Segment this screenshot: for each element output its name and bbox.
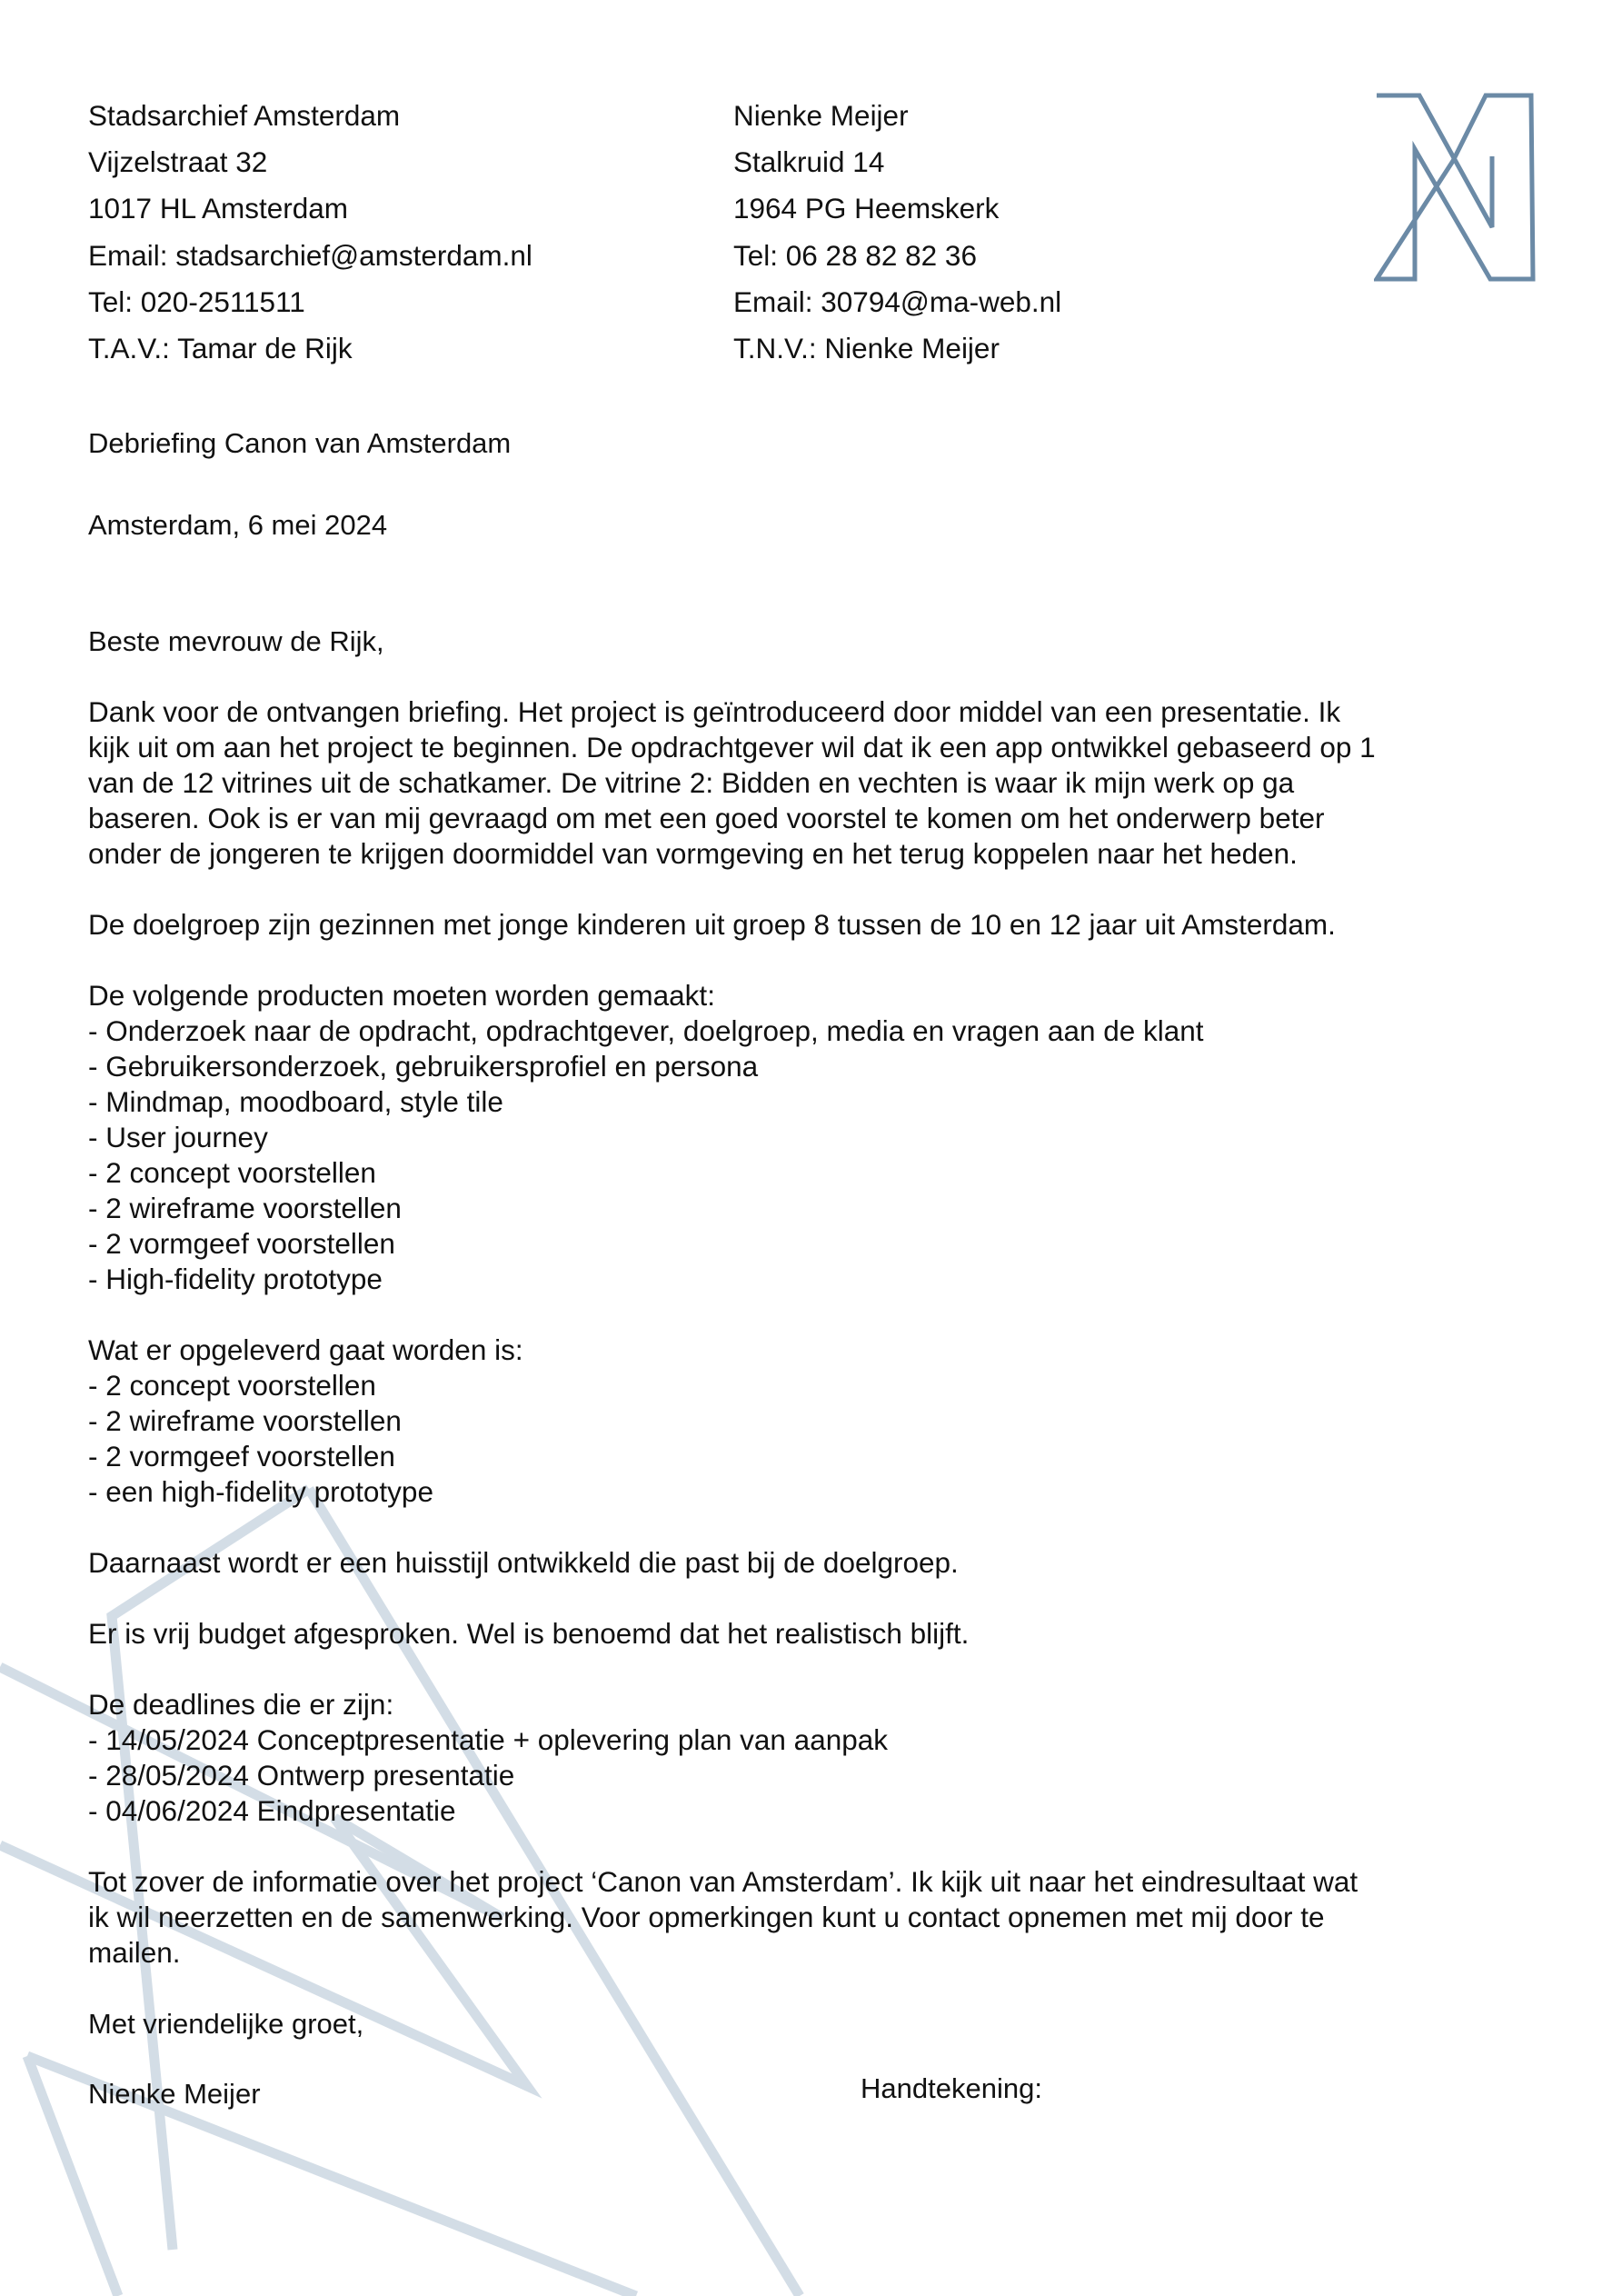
list-item: - 2 wireframe voorstellen	[88, 1192, 402, 1224]
list-item: - 2 wireframe voorstellen	[88, 1404, 402, 1437]
sender-phone: Tel: 020-2511511	[88, 285, 305, 318]
list-item: - 2 concept voorstellen	[88, 1156, 376, 1189]
paragraph-line: van de 12 vitrines uit de schatkamer. De vitrine 2: Bidden en vechten is waar ik mijn werk op ga	[88, 766, 1295, 799]
recipient-phone: Tel: 06 28 82 82 36	[733, 238, 977, 272]
list-item: - High-fidelity prototype	[88, 1263, 383, 1295]
paragraph-line: Dank voor de ontvangen briefing. Het project is geïntroduceerd door middel van een presentatie. Ik	[88, 695, 1341, 728]
intro-paragraph	[88, 694, 1542, 872]
list-item: - 2 vormgeef voorstellen	[88, 1227, 395, 1260]
paragraph-line: onder de jongeren te krijgen doormiddel van vormgeving en het terug koppelen naar het heden.	[88, 837, 1298, 870]
list-item: - 04/06/2024 Eindpresentatie	[88, 1794, 456, 1827]
recipient-on-behalf-of: T.N.V.: Nienke Meijer	[733, 332, 1000, 365]
paragraph-line: mailen.	[88, 1936, 181, 1969]
sender-postal-city: 1017 HL Amsterdam	[88, 192, 348, 225]
products-heading: De volgende producten moeten worden gemaakt:	[88, 979, 715, 1012]
deliverables-heading: Wat er opgeleverd gaat worden is:	[88, 1333, 523, 1366]
signer-name: Nienke Meijer	[88, 2078, 261, 2110]
deliverables-section	[88, 1333, 1542, 1510]
list-item: - Mindmap, moodboard, style tile	[88, 1085, 503, 1118]
list-item: - 28/05/2024 Ontwerp presentatie	[88, 1759, 515, 1792]
house-style-paragraph: Daarnaast wordt er een huisstijl ontwikkeld die past bij de doelgroep.	[88, 1546, 959, 1579]
list-item: - 2 concept voorstellen	[88, 1369, 376, 1402]
letter-n-logo-icon	[1374, 93, 1536, 282]
target-group-paragraph: De doelgroep zijn gezinnen met jonge kinderen uit groep 8 tussen de 10 en 12 jaar uit Amsterdam.	[88, 908, 1336, 941]
list-item: - Onderzoek naar de opdracht, opdrachtgever, doelgroep, media en vragen aan de klant	[88, 1014, 1204, 1047]
budget-paragraph: Er is vrij budget afgesproken. Wel is benoemd dat het realistisch blijft.	[88, 1617, 970, 1650]
sender-attention: T.A.V.: Tamar de Rijk	[88, 332, 353, 365]
deadlines-section	[88, 1687, 1542, 1829]
letter-subject: Debriefing Canon van Amsterdam	[88, 427, 512, 459]
list-item: - 2 vormgeef voorstellen	[88, 1440, 395, 1472]
paragraph-line: kijk uit om aan het project te beginnen. De opdrachtgever wil dat ik een app ontwikkel gebaseerd op 1	[88, 731, 1376, 764]
letter-body	[88, 694, 1542, 2006]
recipient-postal-city: 1964 PG Heemskerk	[733, 192, 1000, 225]
sender-street: Vijzelstraat 32	[88, 145, 268, 179]
letter-salutation: Beste mevrouw de Rijk,	[88, 625, 384, 657]
paragraph-line: ik wil neerzetten en de samenwerking. Voor opmerkingen kunt u contact opnemen met mij door te	[88, 1901, 1325, 1933]
recipient-name: Nienke Meijer	[733, 99, 909, 132]
sender-organization: Stadsarchief Amsterdam	[88, 99, 401, 132]
recipient-street: Stalkruid 14	[733, 145, 885, 179]
list-item: - 14/05/2024 Conceptpresentatie + oplevering plan van aanpak	[88, 1723, 889, 1756]
recipient-address-block	[733, 93, 1061, 372]
letter-date: Amsterdam, 6 mei 2024	[88, 509, 388, 541]
recipient-email: Email: 30794@ma-web.nl	[733, 285, 1062, 318]
paragraph-line: Tot zover de informatie over het project ‘Canon van Amsterdam’. Ik kijk uit naar het eindresultaat wat	[88, 1865, 1358, 1898]
letter-closing: Met vriendelijke groet,	[88, 2008, 364, 2040]
closing-paragraph	[88, 1864, 1542, 1971]
signature-label: Handtekening:	[861, 2072, 1042, 2104]
deadlines-heading: De deadlines die er zijn:	[88, 1688, 394, 1721]
sender-email: Email: stadsarchief@amsterdam.nl	[88, 238, 532, 272]
list-item: - Gebruikersonderzoek, gebruikersprofiel en persona	[88, 1050, 759, 1083]
sender-address-block	[88, 93, 532, 372]
list-item: - een high-fidelity prototype	[88, 1475, 433, 1508]
list-item: - User journey	[88, 1121, 268, 1153]
products-section	[88, 978, 1542, 1297]
paragraph-line: baseren. Ook is er van mij gevraagd om met een goed voorstel te komen om het onderwerp beter	[88, 802, 1325, 834]
